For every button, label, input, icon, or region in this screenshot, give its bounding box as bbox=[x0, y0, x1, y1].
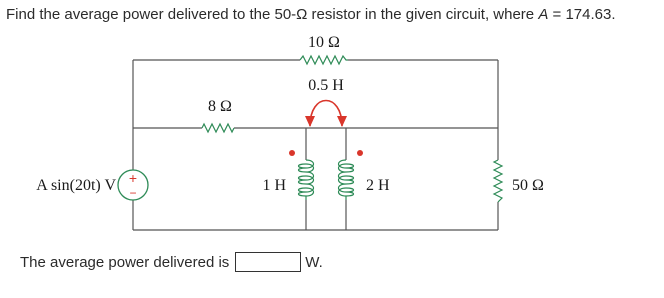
resistor-50-ohm-label: 50 Ω bbox=[512, 177, 544, 194]
mutual-inductance-label: 0.5 H bbox=[308, 77, 344, 94]
dot-marker-l1 bbox=[289, 150, 295, 156]
resistor-8-ohm bbox=[202, 124, 234, 132]
resistor-10-ohm-label: 10 Ω bbox=[308, 34, 340, 51]
question-variable: A bbox=[538, 6, 549, 23]
dot-marker-l2 bbox=[357, 150, 363, 156]
answer-unit: W. bbox=[305, 253, 323, 271]
inductor-1h-label: 1 H bbox=[262, 177, 286, 194]
question-value: = 174.63. bbox=[548, 6, 616, 23]
mutual-arrowhead-right bbox=[337, 116, 347, 127]
inductor-2h bbox=[339, 160, 354, 200]
source-plus-sign: + bbox=[128, 170, 138, 186]
source-label: A sin(20t) V bbox=[36, 177, 116, 194]
power-answer-input[interactable] bbox=[235, 252, 301, 272]
answer-row bbox=[20, 251, 323, 273]
resistor-10-ohm bbox=[300, 56, 348, 64]
mutual-coupling-arrow bbox=[310, 101, 342, 127]
mutual-arrowhead-left bbox=[305, 116, 315, 127]
inductor-1h bbox=[299, 160, 314, 200]
resistor-50-ohm bbox=[494, 160, 502, 202]
resistor-8-ohm-label: 8 Ω bbox=[208, 98, 232, 115]
answer-label: The average power delivered is bbox=[20, 253, 230, 271]
question-prefix: Find the average power delivered to the 50-Ω resistor in the given circuit, where bbox=[6, 6, 539, 23]
inductor-2h-label: 2 H bbox=[366, 177, 390, 194]
source-minus-sign: − bbox=[129, 186, 137, 200]
